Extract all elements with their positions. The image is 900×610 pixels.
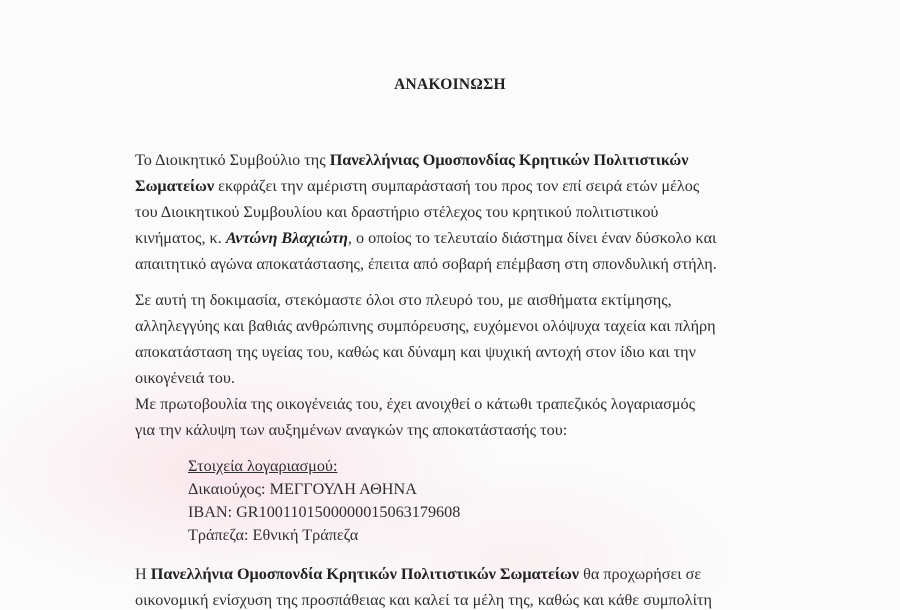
text-line: οικογένειά του. [135,369,235,387]
document-title: ΑΝΑΚΟΙΝΩΣΗ [394,76,506,93]
federation-name: Σωματείων [135,177,215,195]
text-line [135,150,689,170]
account-beneficiary: Δικαιούχος: ΜΕΓΓΟΥΛΗ ΑΘΗΝΑ [188,480,417,498]
text: Το Διοικητικό Συμβούλιο της [135,151,330,169]
federation-name: Πανελλήνιας Ομοσπονδίας Κρητικών Πολιτιστικών [329,151,689,169]
text-line: Σε αυτή τη δοκιμασία, στεκόμαστε όλοι στο πλευρό του, με αισθήματα εκτίμησης, [135,291,672,309]
account-iban: IBAN: GR1001101500000015063179608 [188,503,461,521]
text-line: Με πρωτοβουλία της οικογένειάς του, έχει ανοιχθεί ο κάτωθι τραπεζικός λογαριασμός [135,395,696,413]
text-line: αποκατάσταση της υγείας του, καθώς και δύναμη και ψυχική αντοχή στον ίδιο και την [135,343,696,361]
account-heading: Στοιχεία λογαριασμού: [188,457,338,475]
text: , ο οποίος το τελευταίο διάστημα δίνει έναν δύσκολο και [347,229,717,247]
person-name: Αντώνη Βλαχιώτη [225,229,348,247]
text-line [135,228,716,248]
federation-name: Πανελλήνια Ομοσπονδία Κρητικών Πολιτιστικών Σωματείων [150,565,580,583]
text: κινήματος, κ. [135,229,226,247]
text-line: οικονομική ενίσχυση της προσπάθειας και καλεί τα μέλη της, καθώς και κάθε συμπολίτη [135,591,712,609]
text: Η [135,565,151,583]
text-line: του Διοικητικού Συμβουλίου και δραστήριο στέλεχος του κρητικού πολιτιστικού [135,203,659,221]
text-line [135,176,699,196]
text-line: απαιτητικό αγώνα αποκατάστασης, έπειτα από σοβαρή επέμβαση στη σπονδυλική στήλη. [135,255,717,273]
text: θα προχωρήσει σε [579,565,702,583]
text-line: αλληλεγγύης και βαθιάς ανθρώπινης συμπόρευσης, ευχόμενοι ολόψυχα ταχεία και πλήρη [135,317,716,335]
account-bank: Τράπεζα: Εθνική Τράπεζα [188,526,359,544]
text: εκφράζει την αμέριστη συμπαράστασή του προς τον επί σειρά ετών μέλος [214,177,700,195]
text-line [135,564,701,584]
text-line: για την κάλυψη των αυξημένων αναγκών της αποκατάστασής του: [135,421,568,439]
